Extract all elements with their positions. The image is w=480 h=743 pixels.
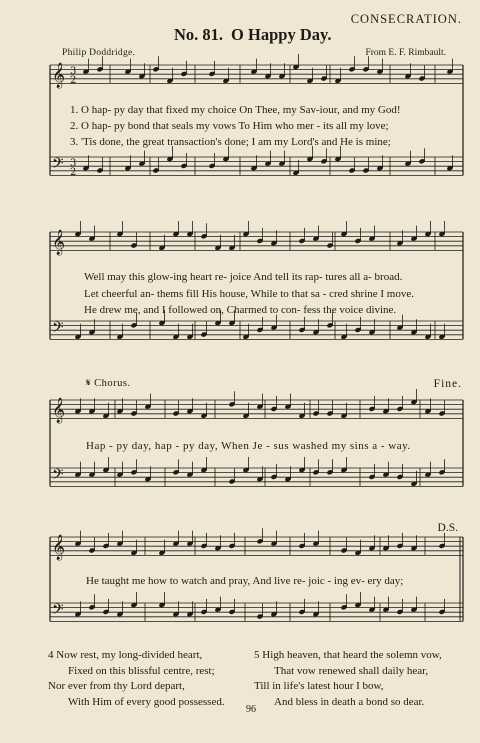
stanza-line: That vow renewed shall daily hear, [274, 664, 429, 677]
lyric-verse-3-cont: He drew me, and I followed on, Charmed to con- fess the voice divine. [84, 304, 397, 316]
chorus-label: 𝄋 Chorus. [86, 378, 131, 389]
treble-clef-icon: 𝄞 [52, 63, 66, 88]
arranger-credit: From E. F. Rimbault. [365, 48, 446, 58]
stanza-line: Till in life's latest hour I bow, [254, 680, 384, 692]
time-signature-3-2-icon: 3 [70, 158, 77, 169]
hymn-title [174, 25, 339, 45]
time-signature-3-2-icon: 2 [70, 167, 77, 178]
treble-clef-icon: 𝄞 [52, 230, 66, 255]
lyric-verse-3: 3. 'Tis done, the great transaction's done; I am my Lord's and He is mine; [70, 136, 391, 148]
author-credit: Philip Doddridge. [62, 48, 136, 58]
hymn-name: O Happy Day. [231, 25, 332, 44]
lyric-verse-2: 2. O hap- py bond that seals my vows To Him who mer - its all my love; [70, 120, 389, 132]
lyric-verse-1: 1. O hap- py day that fixed my choice On Thee, my Sav-iour, and my God! [70, 104, 401, 116]
category-heading: CONSECRATION. [350, 12, 462, 26]
stanza-line: With Him of every good possessed. [68, 695, 225, 708]
lyric-verse-2-cont: Let cheerful an- thems fill His house, While to that sa - cred shrine I move. [84, 288, 414, 300]
bass-clef-icon: 𝄢 [52, 601, 64, 622]
segno-icon: 𝄋 [86, 378, 92, 389]
bass-clef-icon: 𝄢 [52, 155, 64, 176]
hymn-number: No. 81. [174, 25, 224, 44]
stanza-4 [48, 648, 225, 710]
ds-label: D.S. [437, 522, 458, 534]
stanza-line: Nor ever from thy Lord depart, [48, 680, 185, 692]
stanza-5 [254, 648, 442, 710]
time-signature-3-2-icon: 2 [70, 75, 77, 86]
time-signature-3-2-icon: 3 [70, 66, 77, 77]
lyric-chorus-2: He taught me how to watch and pray, And live re- joic - ing ev- ery day; [86, 575, 404, 587]
stanza-line: Fixed on this blissful centre, rest; [68, 664, 215, 677]
stanza-line: 5 High heaven, that heard the solemn vow, [254, 649, 442, 661]
bass-clef-icon: 𝄢 [52, 319, 64, 340]
lyric-chorus: Hap - py day, hap - py day, When Je - sus washed my sins a - way. [86, 440, 411, 452]
bass-clef-icon: 𝄢 [52, 466, 64, 487]
lyric-verse-1-cont: Well may this glow-ing heart re- joice And tell its rap- tures all a- broad. [84, 271, 403, 283]
stanza-line: And bless in death a bond so dear. [274, 695, 425, 708]
fine-label: Fine. [433, 378, 462, 390]
stanza-line: 4 Now rest, my long-divided heart, [48, 649, 203, 661]
page-number: 96 [246, 704, 256, 715]
treble-clef-icon: 𝄞 [52, 535, 66, 560]
treble-clef-icon: 𝄞 [52, 398, 66, 423]
